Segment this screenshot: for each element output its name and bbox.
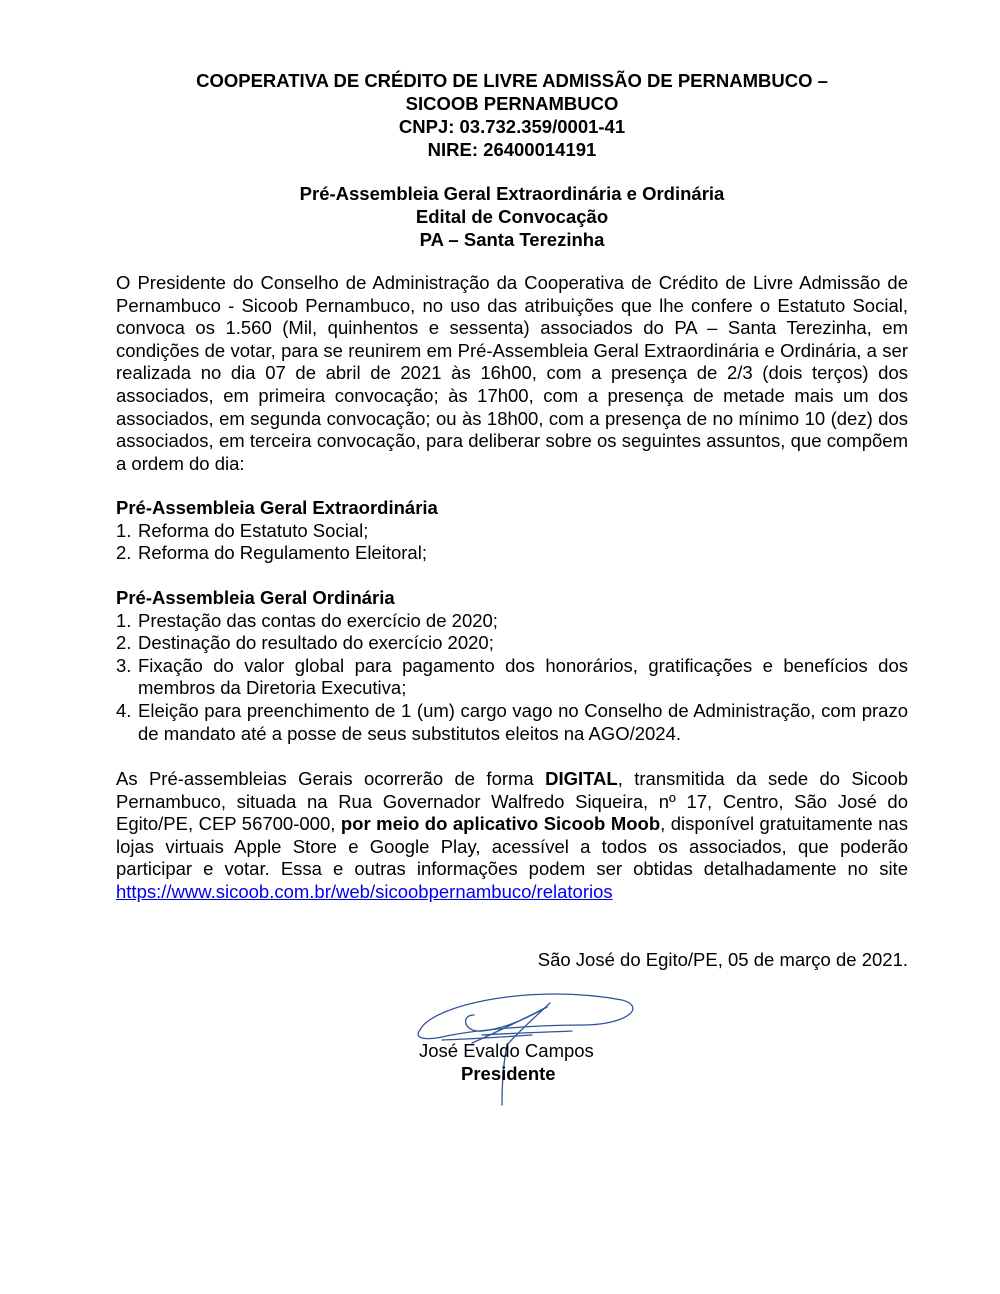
nire: NIRE: 26400014191 bbox=[427, 139, 597, 160]
ordinaria-list bbox=[116, 610, 908, 746]
org-name-line2: SICOOB PERNAMBUCO bbox=[405, 93, 619, 114]
ordinaria-title: Pré-Assembleia Geral Ordinária bbox=[116, 587, 395, 608]
notice-text: , disponível gratuitamente nas lojas virtuais Apple Store e Google Play, acessível a todos os associados, que poderão participar e votar. Essa e outras informações podem ser obtidas detalhadamente no site bbox=[116, 813, 908, 880]
notice-emphasis-digital: DIGITAL bbox=[545, 768, 618, 789]
item-number: 4. bbox=[116, 699, 132, 721]
list-item bbox=[116, 542, 908, 565]
document-title bbox=[116, 182, 908, 251]
list-item bbox=[116, 700, 908, 745]
list-item bbox=[116, 632, 908, 655]
title-line1: Pré-Assembleia Geral Extraordinária e Ordinária bbox=[299, 183, 725, 204]
item-number: 1. bbox=[116, 519, 132, 541]
item-text: Prestação das contas do exercício de 2020; bbox=[138, 609, 498, 631]
item-text: Reforma do Estatuto Social; bbox=[138, 519, 369, 541]
list-item bbox=[116, 520, 908, 543]
notice-emphasis-app: por meio do aplicativo Sicoob Moob bbox=[340, 813, 661, 835]
list-item bbox=[116, 655, 908, 700]
notice-text: , transmitida da sede do Sicoob Pernambuco, situada na Rua Governador Walfredo Siqueira, nº 17, Centro, São José do Egito/PE, CEP 56700-000, bbox=[116, 768, 909, 835]
place-date: São José do Egito/PE, 05 de março de 2021. bbox=[537, 949, 908, 970]
title-line2: Edital de Convocação bbox=[415, 206, 609, 227]
extraordinaria-title: Pré-Assembleia Geral Extraordinária bbox=[116, 497, 438, 518]
item-number: 2. bbox=[116, 542, 132, 564]
item-text: Reforma do Regulamento Eleitoral; bbox=[138, 542, 427, 564]
signer-role: Presidente bbox=[461, 1063, 556, 1084]
item-text: Destinação do resultado do exercício 2020; bbox=[138, 632, 494, 654]
org-name-line1: COOPERATIVA DE CRÉDITO DE LIVRE ADMISSÃO DE PERNAMBUCO – bbox=[196, 70, 828, 91]
reports-link[interactable]: https://www.sicoob.com.br/web/sicoobpernambuco/relatorios bbox=[116, 880, 613, 902]
item-text: Eleição para preenchimento de 1 (um) cargo vago no Conselho de Administração, com prazo de mandato até a posse de seus substitutos eleitos na AGO/2024. bbox=[138, 699, 908, 744]
signer-name: José Evaldo Campos bbox=[419, 1040, 594, 1061]
item-number: 1. bbox=[116, 609, 132, 631]
digital-notice-paragraph bbox=[116, 768, 908, 904]
intro-paragraph: O Presidente do Conselho de Administração da Cooperativa de Crédito de Livre Admissão de Pernambuco - Sicoob Pernambuco, no uso das atribuições que lhe confere o Estatuto Social, convoca os 1.560 (Mil, quinhentos e sessenta) associados do PA – Santa Terezinha, em condições de votar, para se reunirem em Pré-Assembleia Geral Extraordinária e Ordinária, a ser realizada no dia 07 de abril de 2021 às 16h00, com a presença de 2/3 (dois terços) dos associados, em primeira convocação; às 17h00, com a presença de metade mais um dos associados, em segunda convocação; ou às 18h00, com a presença de no mínimo 10 (dez) dos associados, em terceira convocação, para deliberar sobre os seguintes assuntos, que compõem a ordem do dia: bbox=[116, 272, 908, 474]
list-item bbox=[116, 610, 908, 633]
ordinaria-section bbox=[116, 587, 908, 745]
extraordinaria-list bbox=[116, 520, 908, 565]
title-line3: PA – Santa Terezinha bbox=[419, 229, 605, 250]
extraordinaria-section bbox=[116, 497, 908, 565]
item-number: 3. bbox=[116, 654, 132, 676]
item-number: 2. bbox=[116, 632, 132, 654]
notice-text: As Pré-assembleias Gerais ocorrerão de forma bbox=[116, 768, 546, 789]
organization-header bbox=[116, 69, 908, 161]
cnpj: CNPJ: 03.732.359/0001-41 bbox=[398, 116, 626, 137]
item-text: Fixação do valor global para pagamento dos honorários, gratificações e benefícios dos membros da Diretoria Executiva; bbox=[138, 654, 908, 699]
